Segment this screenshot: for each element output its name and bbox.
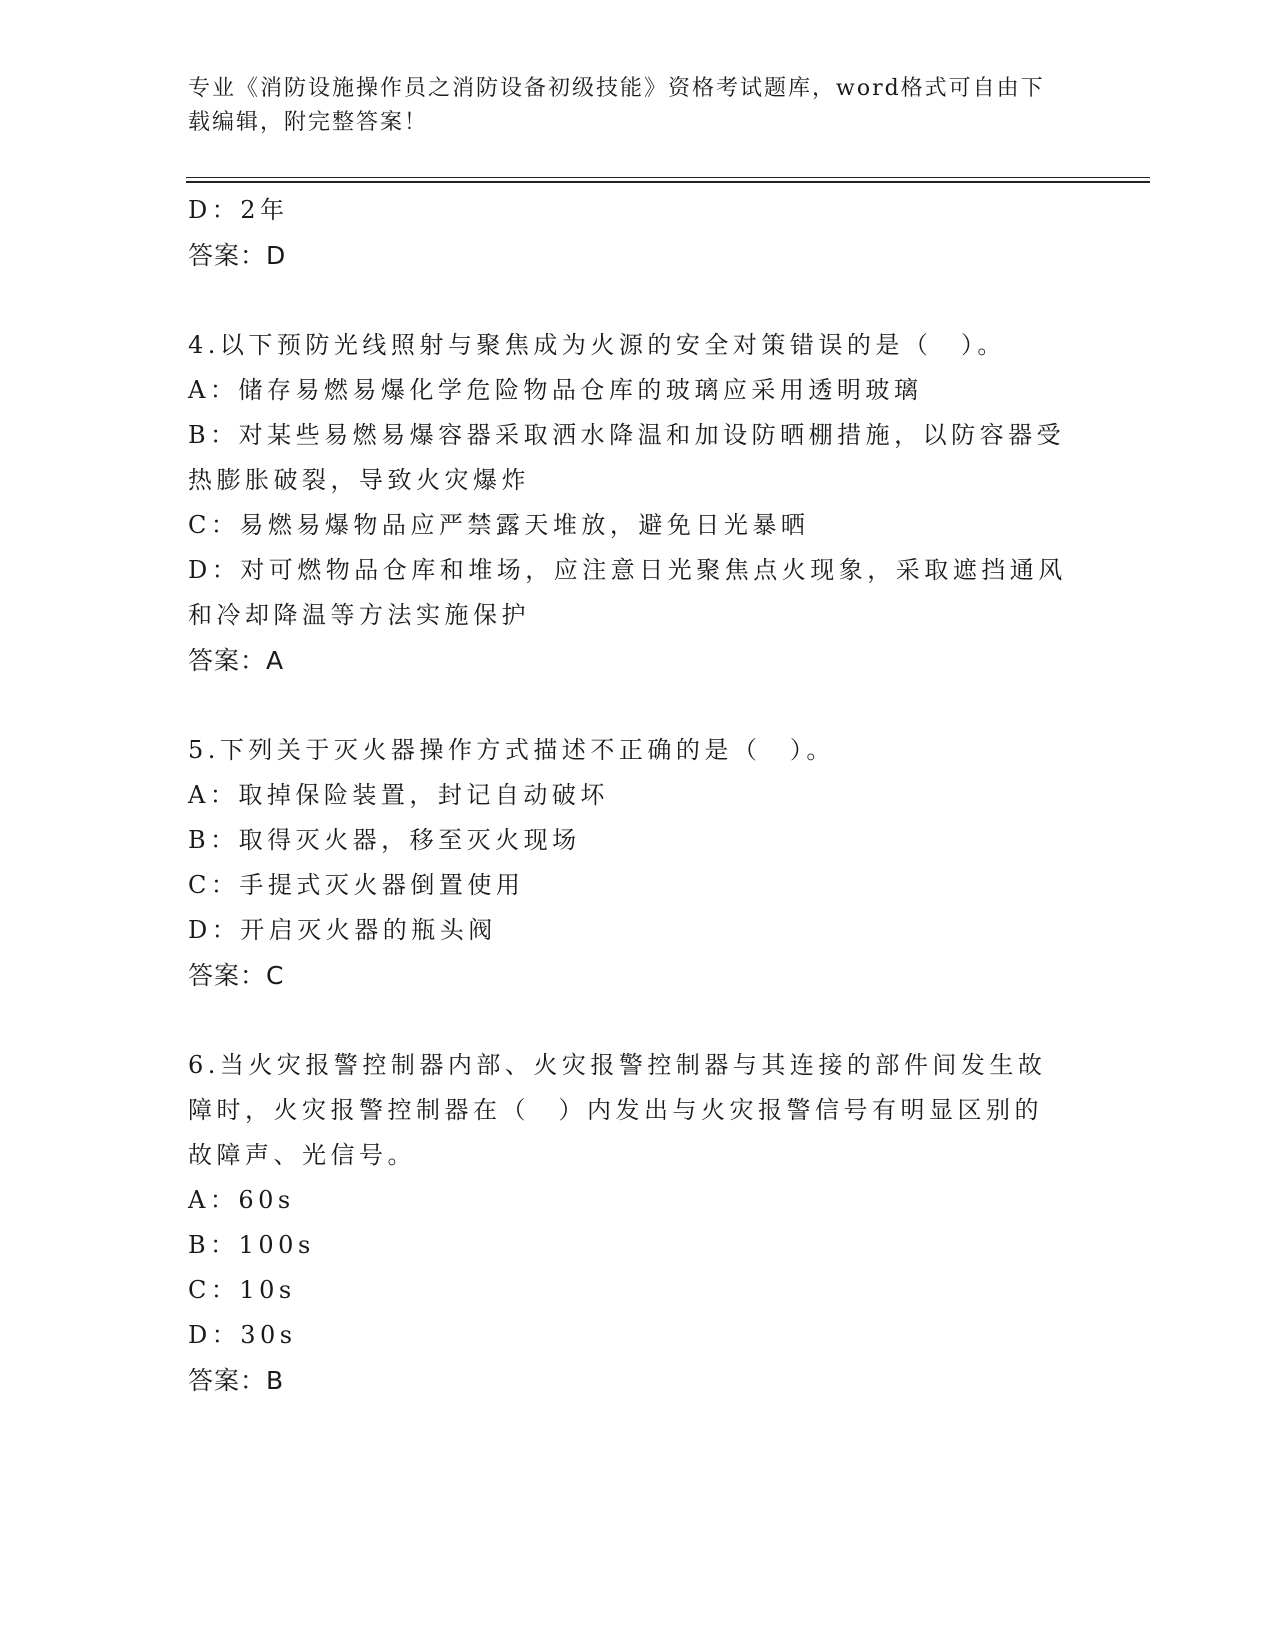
carryover-block [188,188,1068,278]
option-c: C：易燃易爆物品应严禁露天堆放，避免日光暴晒 [188,511,810,539]
question-stem: 6.当火灾报警控制器内部、火灾报警控制器与其连接的部件间发生故障时，火灾报警控制器在（ ）内发出与火灾报警信号有明显区别的故障声、光信号。 [188,1051,1047,1169]
answer-line: 答案：D [188,241,287,270]
option-b: B：100s [188,1231,315,1259]
question-6 [188,1043,1068,1403]
header-rule-thin [186,177,1150,178]
option-c: C：10s [188,1276,296,1304]
option-d: D：开启灭火器的瓶头阀 [188,916,497,944]
option-b: B：取得灭火器，移至灭火现场 [188,826,581,854]
option-a: A：储存易燃易爆化学危险物品仓库的玻璃应采用透明玻璃 [188,376,923,404]
answer-line: 答案：A [188,646,285,675]
answer-line: 答案：B [188,1366,285,1395]
option-d: D：30s [188,1321,297,1349]
question-stem: 4.以下预防光线照射与聚焦成为火源的安全对策错误的是（ ）。 [188,331,1006,359]
option-d: D：2年 [188,196,289,224]
answer-line: 答案：C [188,961,285,990]
document-header: 专业《消防设施操作员之消防设备初级技能》资格考试题库，word格式可自由下载编辑，附完整答案！ [188,76,1045,135]
question-stem: 5.下列关于灭火器操作方式描述不正确的是（ ）。 [188,736,835,764]
option-a: A：60s [188,1186,295,1214]
option-b: B：对某些易燃易爆容器采取洒水降温和加设防晒棚措施，以防容器受热膨胀破裂，导致火灾爆炸 [188,421,1066,494]
question-5 [188,728,1068,998]
question-4 [188,323,1068,683]
option-d: D：对可燃物品仓库和堆场，应注意日光聚焦点火现象，采取遮挡通风和冷却降温等方法实施保护 [188,556,1067,629]
option-c: C：手提式灭火器倒置使用 [188,871,525,899]
option-a: A：取掉保险装置，封记自动破坏 [188,781,609,809]
question-content [188,188,1068,1403]
header-rule-thick [186,181,1150,183]
